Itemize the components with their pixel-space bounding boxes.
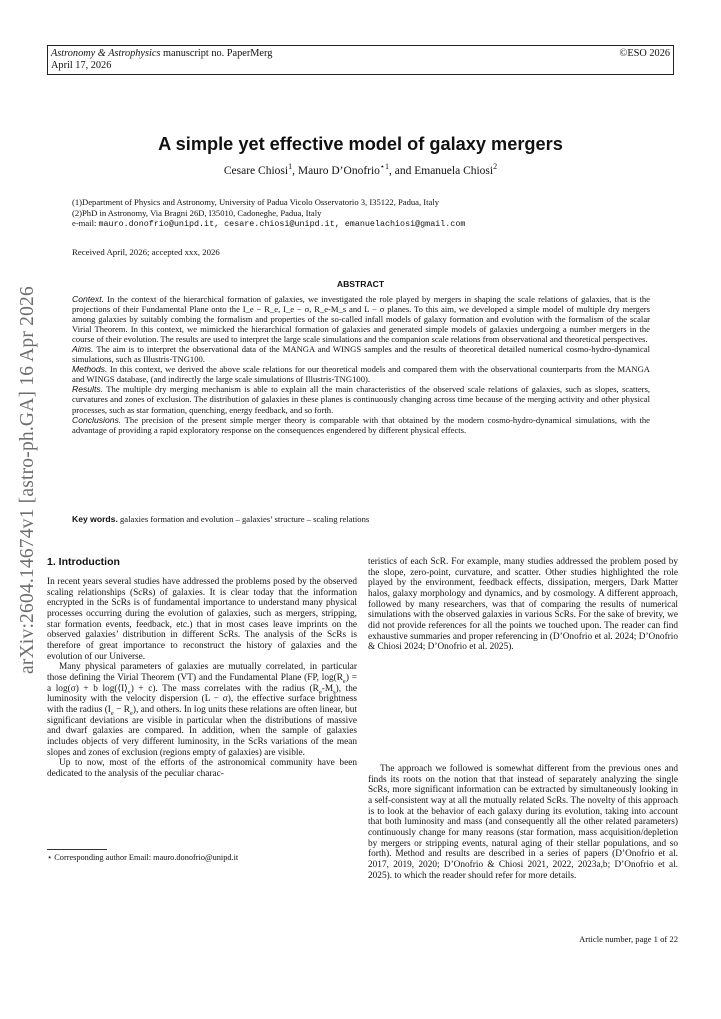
subscript: e bbox=[127, 688, 131, 696]
abstract-results bbox=[72, 384, 650, 414]
abstract-aims bbox=[72, 344, 650, 364]
context-text: In the context of the hierarchical formation of galaxies, we investigated the role played by mergers in shaping the scale relations of galaxies, that is the projections of their Fundamental Plane onto the I_e − R_e, I_e − σ, R_e-M_s and L − σ planes. To this aim, we developed a simple model of multiple dry mergers among galaxies by suitably combing the formalism and properties of the so-called infall models of galaxy formation and evolution with the formalism of the scalar Virial Theorem. In this context, we mimicked the hierarchical formation of galaxies and generated simple models of galaxies undergoing a number mergers in the course of their evolution. The results are used to interpret the large scale simulations and the companion scale relations from observational and theoretical perspectives. bbox=[72, 294, 650, 345]
paragraph-1: In recent years several studies have addressed the problems posed by the observed scaling relationships (ScRs) of galaxies. It is clear today that the information encrypted in the ScRs is of fundamental importance to understand many physical processes occurring during the evolution of galaxies, such as mergers, stripping, star formation events, feedback, etc.) that in most cases leave imprints on the observed galaxies’ distribution in different ScRs. The analysis of the ScRs is therefore of great importance to reconstruct the history of galaxies and the evolution of our Universe. bbox=[47, 577, 357, 662]
results-text: The multiple dry merging mechanism is able to explain all the main characteristics of the observed scale relations of galaxies, such as slopes, scatters, curvatures and zones of exclusion. The distribution of galaxies in these planes is continuously changing across time because of the merging activity and other physical processes, such as star formation, quenching, energy feedback, and so forth. bbox=[72, 384, 650, 415]
abstract-conclusions bbox=[72, 415, 650, 435]
p2-part: ), the luminosity with the velocity dispersion (L − σ), the effective surface brightness with the radius (I bbox=[47, 683, 357, 715]
journal-line bbox=[51, 48, 670, 60]
paragraph-3-start: Up to now, most of the efforts of the astronomical community have been dedicated to the analysis of the peculiar charac- bbox=[47, 758, 357, 779]
email-addresses: mauro.donofrio@unipd.it, cesare.chiosi@unipd.it, emanuelachiosi@gmail.com bbox=[98, 219, 466, 229]
manuscript-number: manuscript no. PaperMerg bbox=[160, 48, 273, 59]
subscript: e bbox=[318, 688, 322, 696]
paragraph-2 bbox=[47, 662, 357, 758]
abstract-context bbox=[72, 294, 650, 344]
paragraph-4: The approach we followed is somewhat different from the previous ones and finds its roots on the notion that that instead of separately analyzing the single ScRs, more significant information can be extracted by simultaneously looking in a self-consistent way at all the mutually related ScRs. The novelty of this approach is to look at the behavior of each galaxy during its evolution, taking into account that both luminosity and mass (and consequently all the other related parameters) continuously change for many reasons (star formation, mass acquisition/depletion by mergers or stripping events, natural aging of their stellar populations, and so forth). Method and results are described in a series of papers (D’Onofrio et al. 2017, 2019, 2020; D’Onofrio & Chiosi 2021, 2022, 2023a,b; D’Onofrio et al. 2025). to which the reader should refer for more details. bbox=[368, 764, 678, 881]
running-header bbox=[47, 45, 674, 75]
conclusions-label: Conclusions. bbox=[72, 414, 122, 425]
context-label: Context. bbox=[72, 294, 105, 304]
subscript: s bbox=[333, 688, 336, 696]
author-separator: , and bbox=[388, 165, 415, 177]
keywords-label: Key words. bbox=[72, 514, 118, 524]
abstract-heading: ABSTRACT bbox=[336, 279, 385, 289]
journal-name: Astronomy & Astrophysics bbox=[51, 48, 161, 59]
footnote-rule bbox=[47, 849, 107, 850]
methods-label: Methods. bbox=[72, 364, 108, 375]
p2-part: -M bbox=[321, 683, 334, 694]
author-1: Cesare Chiosi bbox=[223, 165, 289, 177]
keywords-text: galaxies formation and evolution – galaxies’ structure – scaling relations bbox=[117, 514, 370, 524]
copyright: ©ESO 2026 bbox=[619, 48, 670, 59]
p2-part: ), and others. In log units these relations are often linear, but significant deviations are visible in particular when the distributions of massive and dwarf galaxies are compared. In addition, when the sample of galaxies includes objects of very different luminosity, in the ScRs variations of the mean slopes and zones of exclusion (regions empty of galaxies) are visible. bbox=[47, 704, 357, 758]
keywords bbox=[72, 514, 369, 524]
paper-title: A simple yet effective model of galaxy mergers bbox=[158, 134, 563, 154]
footnote: ⋆ Corresponding author Email: mauro.donofrio@unipd.it bbox=[47, 853, 239, 862]
subscript: e bbox=[129, 709, 133, 717]
p2-part: ) + c). The mass correlates with the radius (R bbox=[130, 683, 319, 694]
affiliation-2: (2)PhD in Astronomy, Via Bragni 26D, I35010, Cadoneghe, Padua, Italy bbox=[72, 207, 322, 218]
left-column bbox=[47, 577, 357, 779]
arxiv-id: arXiv:2604.14674v1 [astro-ph.GA] 16 Apr 2026 bbox=[17, 286, 39, 674]
p2-part: − R bbox=[113, 704, 130, 715]
conclusions-text: The precision of the present simple merger theory is comparable with that obtained by the modern cosmo-hydro-dynamical simulations, with the advantage of providing a rapid exploratory response on the consequences engendered by different physical effects. bbox=[72, 414, 650, 435]
subscript: e bbox=[110, 709, 114, 717]
p2-part: Many physical parameters of galaxies are mutually correlated, in particular those defining the Virial Theorem (VT) and the Fundamental Plane (FP, log(R bbox=[47, 662, 357, 683]
page-footer: Article number, page 1 of 22 bbox=[579, 934, 678, 944]
email-line bbox=[72, 218, 672, 230]
abstract-methods bbox=[72, 364, 650, 384]
right-column-bottom bbox=[368, 764, 678, 881]
author-separator: , bbox=[292, 165, 298, 177]
p2-part: ) = a log(σ) + b log(⟨I⟩ bbox=[47, 672, 357, 694]
author-3-affil: 2 bbox=[493, 162, 498, 172]
abstract-body bbox=[72, 294, 650, 435]
aims-text: The aim is to interpret the observational data of the MANGA and WINGS samples and the results of theoretical detailed numerical cosmo-hydro-dynamical simulations, such as Illustris-TNG100. bbox=[72, 344, 650, 365]
author-1-affil: 1 bbox=[288, 162, 293, 172]
header-date: April 17, 2026 bbox=[51, 60, 112, 71]
methods-text: In this context, we derived the above scale relations for our theoretical models and compared them with the observational counterparts from the MANGA and WINGS database, (and indirectly the large scale simulations of Illustris-TNG100). bbox=[72, 364, 650, 385]
results-label: Results. bbox=[72, 384, 104, 395]
author-2-affil: ⋆1 bbox=[379, 162, 389, 172]
arxiv-sidebar bbox=[8, 265, 48, 695]
email-label: e-mail: bbox=[72, 218, 99, 228]
received-dates: Received April, 2026; accepted xxx, 2026 bbox=[72, 247, 220, 257]
affiliations bbox=[72, 197, 672, 230]
aims-label: Aims. bbox=[72, 344, 94, 355]
right-column-top bbox=[368, 557, 678, 653]
section-heading: 1. Introduction bbox=[47, 556, 120, 568]
author-list bbox=[0, 162, 721, 177]
subscript: e bbox=[342, 677, 346, 685]
paragraph-3-continued: teristics of each ScR. For example, many studies addressed the problem posed by the slope, zero-point, curvature, and scatter. Other studies highlighted the role played by the environment, feedback effects, dissipation, mergers, Dark Matter halos, galaxy morphology and dynamics, and by cosmology. A different approach, followed by many researchers, was that of comparing the results of numerical simulations with the observed galaxies in various ScRs. For the sake of brevity, we did not provide references for all the points we touched upon. The reader can find exhaustive summaries and proper referencing in (D’Onofrio et al. 2024; D’Onofrio & Chiosi 2024; D’Onofrio et al. 2025). bbox=[368, 557, 678, 653]
author-3: Emanuela Chiosi bbox=[414, 165, 494, 177]
affiliation-1: (1)Department of Physics and Astronomy, University of Padua Vicolo Osservatorio 3, I35122, Padua, Italy bbox=[72, 197, 440, 207]
author-2: Mauro D’Onofrio bbox=[297, 165, 380, 177]
